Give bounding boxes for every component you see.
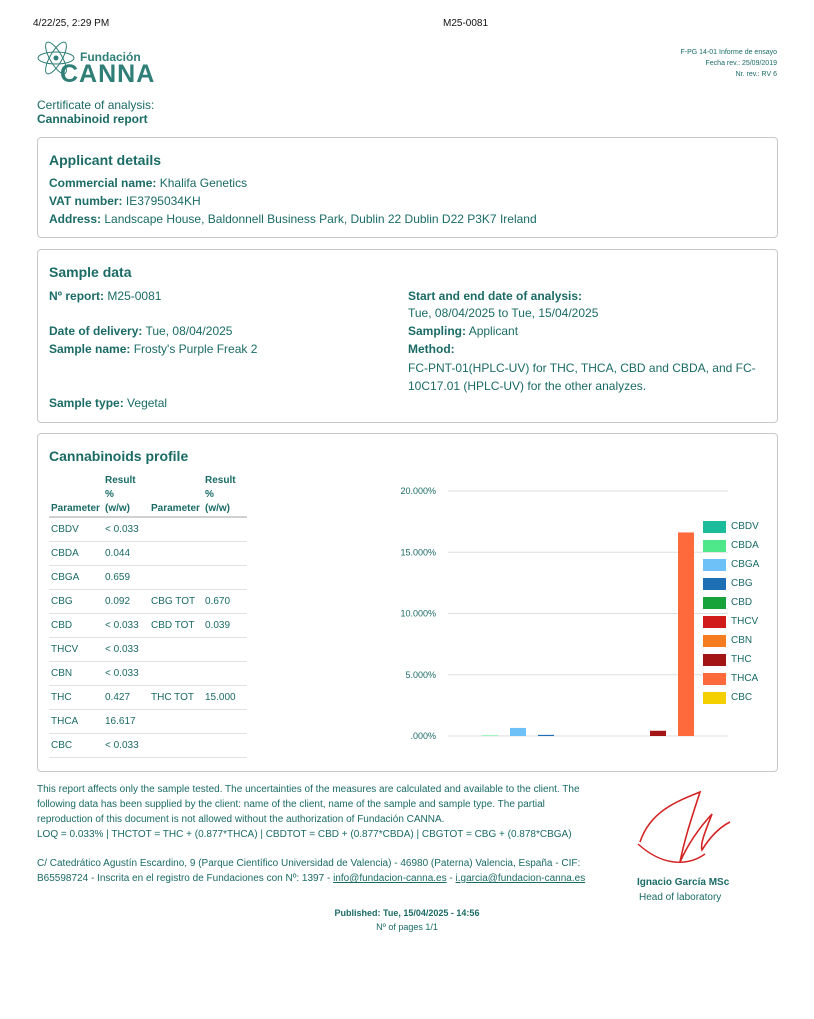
form-ref-line: Nr. rev.: RV 6 xyxy=(735,71,777,78)
logo-main-text: CANNA xyxy=(60,60,156,88)
legend-label: CBC xyxy=(731,692,753,703)
field-value: IE3795034KH xyxy=(125,194,201,208)
applicant-heading: Applicant details xyxy=(49,152,162,168)
table-cell: < 0.033 xyxy=(103,613,149,637)
field-label: Sample name: xyxy=(49,342,131,356)
print-report-code: M25-0081 xyxy=(443,18,489,29)
table-cell: CBG xyxy=(49,589,103,613)
legend-label: CBGA xyxy=(731,559,760,570)
profile-heading: Cannabinoids profile xyxy=(49,448,189,464)
sample-type xyxy=(49,396,167,410)
table-cell: CBN xyxy=(49,661,103,685)
table-cell: THCA xyxy=(49,709,103,733)
fundacion-canna-logo xyxy=(36,36,166,88)
table-cell: CBD TOT xyxy=(149,613,203,637)
table-cell: 0.670 xyxy=(203,589,247,613)
table-cell xyxy=(203,709,247,733)
method-label xyxy=(408,342,455,356)
table-cell xyxy=(203,565,247,589)
legend-label: CBDV xyxy=(731,521,759,532)
legend-swatch xyxy=(703,635,726,647)
applicant-details-box xyxy=(37,137,778,238)
field-value: Landscape House, Baldonnell Business Park, Dublin 22 Dublin D22 P3K7 Ireland xyxy=(104,212,537,226)
table-cell: THC TOT xyxy=(149,685,203,709)
table-cell: CBG TOT xyxy=(149,589,203,613)
table-cell: 0.039 xyxy=(203,613,247,637)
analysis-dates: Tue, 08/04/2025 to Tue, 15/04/2025 xyxy=(408,306,599,320)
field-label: Sampling: xyxy=(408,324,467,338)
col-header: Result % (w/w) xyxy=(203,474,247,517)
table-row xyxy=(49,541,247,565)
col-header-text: Parameter xyxy=(151,503,200,514)
table-row xyxy=(49,685,247,709)
field-value: M25-0081 xyxy=(107,289,162,303)
col-header xyxy=(49,474,103,517)
report-number xyxy=(49,289,161,303)
table-cell: < 0.033 xyxy=(103,637,149,661)
formula-text: LOQ = 0.033% | THCTOT = THC + (0.877*THCA) | CBDTOT = CBD + (0.877*CBDA) | CBGTOT = CBG + (0.878*CBGA) xyxy=(37,829,572,840)
table-row xyxy=(49,637,247,661)
sampling xyxy=(408,324,518,338)
table-row xyxy=(49,613,247,637)
form-reference xyxy=(681,47,778,80)
table-row xyxy=(49,733,247,757)
legend-swatch xyxy=(703,616,726,628)
cannabinoids-table xyxy=(49,474,247,758)
analysis-dates-label xyxy=(408,289,582,303)
table-cell: < 0.033 xyxy=(103,517,149,541)
table-cell: CBGA xyxy=(49,565,103,589)
table-cell: < 0.033 xyxy=(103,733,149,757)
legend-swatch xyxy=(703,559,726,571)
table-cell xyxy=(149,661,203,685)
field-value: Applicant xyxy=(468,324,519,338)
table-cell: 15.000 xyxy=(203,685,247,709)
table-cell: < 0.033 xyxy=(103,661,149,685)
legend-label: CBDA xyxy=(731,540,759,551)
field-label: Method: xyxy=(408,342,455,356)
legend-label: CBD xyxy=(731,597,753,608)
logo-top-text: Fundación xyxy=(80,50,141,64)
table-cell: CBDA xyxy=(49,541,103,565)
field-value: Vegetal xyxy=(127,396,168,410)
legend-label: THCA xyxy=(731,673,759,684)
table-cell xyxy=(149,733,203,757)
vat-number xyxy=(49,194,201,208)
table-cell: CBDV xyxy=(49,517,103,541)
legend-swatch xyxy=(703,521,726,533)
sample-heading: Sample data xyxy=(49,264,132,280)
legend-swatch xyxy=(703,540,726,552)
col-header xyxy=(149,474,203,517)
chart-legend xyxy=(703,521,773,721)
table-cell xyxy=(149,709,203,733)
bar-cbg xyxy=(538,735,554,736)
field-value: Khalifa Genetics xyxy=(159,176,248,190)
table-cell: THC xyxy=(49,685,103,709)
email-link-igarcia[interactable]: i.garcia@fundacion-canna.es xyxy=(455,873,586,884)
legend-label: THC xyxy=(731,654,752,665)
bar-cbga xyxy=(510,728,526,736)
table-cell: CBD xyxy=(49,613,103,637)
table-cell xyxy=(203,733,247,757)
table-cell: 0.659 xyxy=(103,565,149,589)
y-tick-label: 5.000% xyxy=(405,669,436,680)
print-datetime: 4/22/25, 2:29 PM xyxy=(33,18,110,29)
field-label: Address: xyxy=(49,212,102,226)
delivery-date xyxy=(49,324,232,338)
legend-swatch xyxy=(703,654,726,666)
table-cell xyxy=(203,661,247,685)
table-cell xyxy=(203,637,247,661)
y-tick-label: 10.000% xyxy=(400,608,436,619)
legend-label: CBN xyxy=(731,635,753,646)
table-cell xyxy=(149,637,203,661)
handwritten-signature xyxy=(630,782,740,872)
bar-thc xyxy=(650,731,666,736)
bar-thca xyxy=(678,532,694,736)
form-ref-line: F-PG 14-01 Informe de ensayo xyxy=(680,49,777,56)
col-header-text: Parameter xyxy=(51,503,100,514)
form-ref-line: Fecha rev.: 25/09/2019 xyxy=(705,60,777,67)
signer-role: Head of laboratory xyxy=(639,892,722,903)
table-row xyxy=(49,709,247,733)
email-separator: - xyxy=(449,873,453,884)
field-label: Sample type: xyxy=(49,396,124,410)
legend-label: THCV xyxy=(731,616,759,627)
legend-swatch xyxy=(703,673,726,685)
table-cell: 16.617 xyxy=(103,709,149,733)
signer-name: Ignacio García MSc xyxy=(637,877,730,888)
field-label: Start and end date of analysis: xyxy=(408,289,583,303)
lab-address xyxy=(37,856,597,886)
table-cell xyxy=(149,541,203,565)
table-cell xyxy=(203,541,247,565)
table-header-row xyxy=(49,474,247,517)
table-cell: THCV xyxy=(49,637,103,661)
table-cell: 0.427 xyxy=(103,685,149,709)
sample-data-box xyxy=(37,249,778,423)
field-label: VAT number: xyxy=(49,194,123,208)
address-text: C/ Catedrático Agustín Escardino, 9 (Parque Científico Universidad de Valencia) - 46980 (Paterna) Valencia, España - CIF: B65598724 - Inscrita en el registro de Fundaciones con Nº: 1397 - xyxy=(37,858,581,884)
table-cell xyxy=(203,517,247,541)
field-label: Nº report: xyxy=(49,289,105,303)
disclaimer-text: This report affects only the sample tested. The uncertainties of the measures are calculated and available to the client. The following data has been supplied by the client: name of the client, name of the sample and sample type. The partial reproduction of this document is not allowed without the authorization of Fundación CANNA. xyxy=(37,784,580,825)
certificate-title: Cannabinoid report xyxy=(37,112,148,126)
y-tick-label: 15.000% xyxy=(400,547,436,558)
method-text: FC-PNT-01(HPLC-UV) for THC, THCA, CBD and CBDA, and FC-10C17.01 (HPLC-UV) for the other analyzes. xyxy=(408,361,756,393)
field-value: Tue, 08/04/2025 xyxy=(145,324,233,338)
field-label: Commercial name: xyxy=(49,176,157,190)
table-cell xyxy=(149,565,203,589)
table-cell: 0.092 xyxy=(103,589,149,613)
legend-label: CBG xyxy=(731,578,753,589)
published-date: Published: Tue, 15/04/2025 - 14:56 xyxy=(334,908,480,918)
table-row xyxy=(49,517,247,541)
field-label: Date of delivery: xyxy=(49,324,143,338)
table-row xyxy=(49,661,247,685)
y-tick-label: .000% xyxy=(410,731,436,741)
table-cell xyxy=(149,517,203,541)
table-row xyxy=(49,565,247,589)
bar-cbda xyxy=(482,735,498,736)
commercial-name xyxy=(49,176,247,190)
email-link-info[interactable]: info@fundacion-canna.es xyxy=(333,873,447,884)
col-header: Result % (w/w) xyxy=(103,474,149,517)
legend-swatch xyxy=(703,597,726,609)
table-row xyxy=(49,589,247,613)
y-tick-label: 20.000% xyxy=(400,486,436,496)
address xyxy=(49,212,537,226)
cannabinoids-profile-box xyxy=(37,433,778,772)
field-value: Frosty's Purple Freak 2 xyxy=(133,342,258,356)
sample-name xyxy=(49,342,257,356)
certificate-subtitle: Certificate of analysis: xyxy=(37,98,155,112)
table-cell: 0.044 xyxy=(103,541,149,565)
legend-swatch xyxy=(703,578,726,590)
legend-swatch xyxy=(703,692,726,704)
table-cell: CBC xyxy=(49,733,103,757)
page-count: Nº of pages 1/1 xyxy=(376,922,438,932)
report-footnote xyxy=(37,782,597,842)
